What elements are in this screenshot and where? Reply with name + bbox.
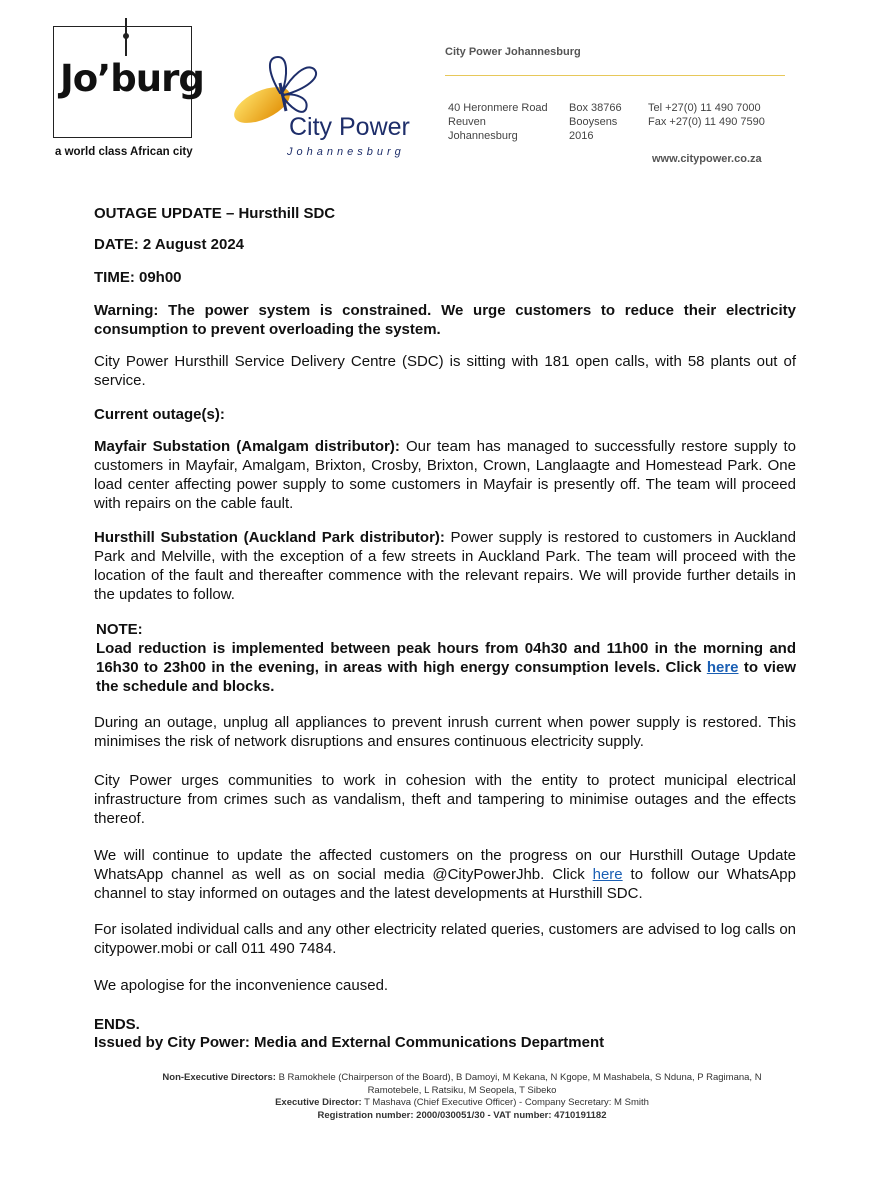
hursthill-paragraph <box>94 528 796 604</box>
note-heading: NOTE: <box>96 621 143 638</box>
note-text: Load reduction is implemented between peak hours from 04h30 and 11h00 in the morning and 16h30 to 23h00 in the evening, in areas with high energy consumption levels. Click <box>96 640 796 676</box>
postal-line: Booysens <box>569 116 618 128</box>
nonexec-label: Non-Executive Directors: <box>162 1072 276 1083</box>
unplug-paragraph: During an outage, unplug all appliances to prevent inrush current when power supply is restored. This minimises the risk of network disruptions and ensures continuous electricity supply. <box>94 714 796 750</box>
exec-director <box>152 1097 772 1110</box>
address-line: Reuven <box>448 116 486 128</box>
apology-paragraph: We apologise for the inconvenience caused. <box>94 977 389 994</box>
hursthill-text: Power supply is restored to customers in Auckland Park and Melville, with the exception of a few streets in Auckland Park. The team will proceed with the location of the fault and thereafter commence with the relevant repairs. We will provide further details in the updates to follow. <box>94 529 796 603</box>
city-power-name: City Power <box>289 113 410 141</box>
mayfair-text: Our team has managed to successfully restore supply to customers in Mayfair, Amalgam, Brixton, Crosby, Brixton, Crown, Langlaagte and Homestead Park. One load center affecting power supply to some customers in Mayfair is presently off. The team will proceed with repairs on the cable fault. <box>94 438 796 512</box>
sdc-status-paragraph: City Power Hursthill Service Delivery Centre (SDC) is sitting with 181 open calls, with 58 plants out of service. <box>94 353 796 389</box>
whatsapp-link[interactable]: here <box>592 866 623 883</box>
nonexec-directors <box>152 1072 772 1097</box>
document-date: DATE: 2 August 2024 <box>94 236 245 253</box>
joburg-tagline: a world class African city <box>55 146 193 158</box>
whatsapp-tail: to follow our WhatsApp channel to stay informed on outages and the latest developments at Hursthill SDC. <box>94 866 796 902</box>
header-divider <box>445 75 785 76</box>
issued-by: Issued by City Power: Media and External Communications Department <box>94 1034 605 1051</box>
joburg-logo-text: Jo’burg <box>60 57 204 100</box>
hursthill-label: Hursthill Substation (Auckland Park distributor): <box>94 529 445 546</box>
footer-directors <box>152 1072 772 1122</box>
joburg-skyline-icon <box>94 16 154 76</box>
note-block <box>96 620 796 696</box>
city-power-subtitle: Johannesburg <box>287 146 405 158</box>
postal-line: Box 38766 <box>569 102 622 114</box>
schedule-link[interactable]: here <box>706 659 739 676</box>
mayfair-label: Mayfair Substation (Amalgam distributor): <box>94 438 400 455</box>
warning-paragraph: Warning: The power system is constrained. We urge customers to reduce their electricity consumption to prevent overloading the system. <box>94 302 796 338</box>
exec-label: Executive Director: <box>275 1097 362 1108</box>
postal-address <box>569 101 622 143</box>
phone-number: Tel +27(0) 11 490 7000 <box>648 102 761 114</box>
website-link[interactable]: www.citypower.co.za <box>652 153 762 165</box>
document-time: TIME: 09h00 <box>94 269 182 286</box>
registration-line: Registration number: 2000/030051/30 - VAT number: 4710191182 <box>317 1109 607 1121</box>
nonexec-names: B Ramokhele (Chairperson of the Board), B Damoyi, M Kekana, N Kgope, M Mashabela, S Nduna, P Ragimana, N Ramotebele, L Ratsiku, M Seopela, T Sibeko <box>275 1072 762 1096</box>
contact-numbers <box>648 101 765 129</box>
whatsapp-paragraph <box>94 846 796 903</box>
postal-line: 2016 <box>569 130 594 142</box>
note-body <box>96 639 796 696</box>
company-heading: City Power Johannesburg <box>445 46 581 58</box>
fax-number: Fax +27(0) 11 490 7590 <box>648 116 765 128</box>
exec-names: T Mashava (Chief Executive Officer) - Company Secretary: M Smith <box>361 1097 649 1108</box>
whatsapp-text: We will continue to update the affected customers on the progress on our Hursthill Outage Update WhatsApp channel as well as on social media @CityPowerJhb. Click <box>94 847 796 883</box>
mayfair-paragraph <box>94 437 796 513</box>
street-address <box>448 101 548 143</box>
address-line: 40 Heronmere Road <box>448 102 548 114</box>
cohesion-paragraph: City Power urges communities to work in cohesion with the entity to protect municipal electrical infrastructure from crimes such as vandalism, theft and tampering to minimise outages and the effects thereof. <box>94 772 796 827</box>
current-outages-heading: Current outage(s): <box>94 406 225 423</box>
isolated-calls-paragraph: For isolated individual calls and any other electricity related queries, customers are advised to log calls on citypower.mobi or call 011 490 7484. <box>94 921 796 957</box>
address-line: Johannesburg <box>448 130 518 142</box>
document-title: OUTAGE UPDATE – Hursthill SDC <box>94 205 336 222</box>
note-tail: to view the schedule and blocks. <box>96 659 796 695</box>
ends-marker: ENDS. <box>94 1016 140 1033</box>
